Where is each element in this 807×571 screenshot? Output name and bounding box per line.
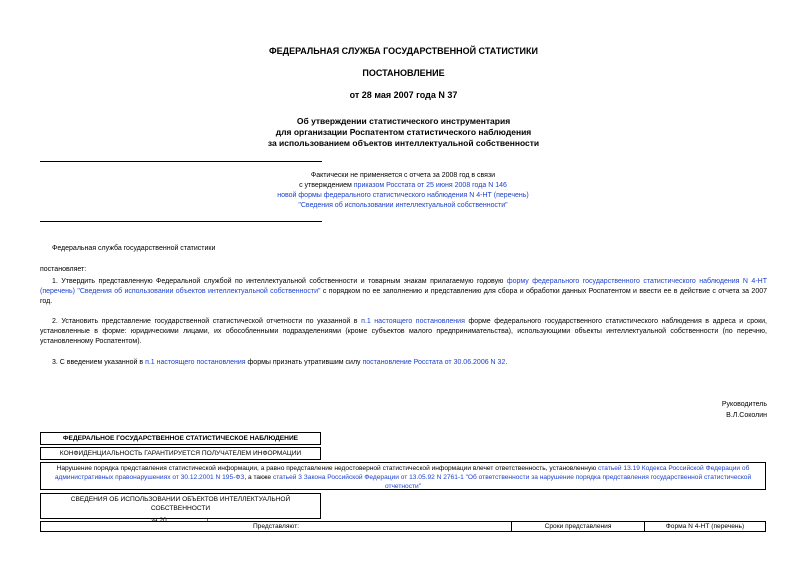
new-form-link[interactable]: новой формы федерального статистического наблюдения N 4-НТ (перечень) (277, 192, 529, 199)
signer-role: Руководитель (721, 401, 767, 408)
violation-text (47, 464, 759, 491)
p1-text: 1. Утвердить представленную Федеральной службой по интеллектуальной собственности и товарным знакам прилагаемую годовую (52, 278, 507, 285)
form-4nt-link[interactable]: форму федерального государственного статистического наблюдения N 4-НТ (перечень) "Сведения об использовании объектов интеллектуальной собственности" (40, 278, 767, 295)
document-type: ПОСТАНОВЛЕНИЕ (362, 68, 445, 78)
koap-article-link[interactable]: статьей 13.19 Кодекса Российской Федерации об административных правонарушениях от 30.12.2001 N 195-ФЗ (54, 465, 750, 481)
p3-text: 3. С введением указанной в (52, 359, 146, 366)
title-line-2: для организации Роспатентом статистического наблюдения (275, 127, 532, 137)
report-title-box (40, 493, 321, 524)
period-prefix: за 20 (150, 517, 167, 524)
paragraph-2 (40, 317, 767, 347)
issuer-text: Федеральная служба государственной статистики (52, 245, 216, 252)
divider-bottom (40, 221, 322, 222)
order-link[interactable]: приказом Росстата от 25 июня 2008 года N 146 (353, 182, 507, 189)
confidentiality-box: КОНФИДЕНЦИАЛЬНОСТЬ ГАРАНТИРУЕТСЯ ПОЛУЧАТЕЛЕМ ИНФОРМАЦИИ (40, 447, 321, 460)
p3-text-mid: формы признать утратившим силу (245, 359, 363, 366)
paragraph-3 (40, 358, 767, 368)
title-line-3: за использованием объектов интеллектуальной собственности (267, 138, 540, 148)
divider-top (40, 161, 322, 162)
note-line-1: Фактически не применяется с отчета за 2008 год в связи (310, 172, 496, 179)
p3-clause-link[interactable]: п.1 настоящего постановления (145, 359, 246, 366)
p2-text-end: форме федерального государственного статистического наблюдения в адреса и сроки, установленные в форме: юридическими лицами, их обособленными подразделениями (кроме субъектов малого предпринимательства), использующими объекты интеллектуальной собственности (по перечню, установленному Роспатентом). (40, 318, 767, 345)
note-text: с утверждением (299, 182, 354, 189)
paragraph-1 (40, 277, 767, 307)
signature-block (722, 399, 767, 421)
document-title (0, 116, 807, 149)
period-suffix: г. (206, 517, 211, 524)
rosstat-resolution-link[interactable]: постановление Росстата от 30.06.2006 N 32 (362, 359, 506, 366)
note-line-2 (233, 181, 573, 191)
p1-text-end: с порядком по ее заполнению и представлению для сбора и обработки данных Роспатентом и ввести ее в действие с отчета за 2007 год. (40, 288, 767, 305)
violation-box (40, 462, 766, 490)
status-note (233, 171, 573, 211)
title-line-1: Об утверждении статистического инструментария (296, 116, 511, 126)
signer-name: В.Л.Соколин (726, 412, 767, 419)
law-article-link[interactable]: статьей 3 Закона Российской Федерации от 13.05.92 N 2761-1 "Об ответственности за нарушение порядка представления государственной статистической отчетности" (272, 474, 752, 490)
observation-box: ФЕДЕРАЛЬНОЕ ГОСУДАРСТВЕННОЕ СТАТИСТИЧЕСКОЕ НАБЛЮДЕНИЕ (40, 432, 321, 445)
p3-text-end: . (505, 359, 508, 366)
agency-name: ФЕДЕРАЛЬНАЯ СЛУЖБА ГОСУДАРСТВЕННОЙ СТАТИСТИКИ (269, 46, 538, 56)
col-terms: Сроки представления (512, 522, 645, 531)
p2-clause-link[interactable]: п.1 настоящего постановления (361, 318, 465, 325)
col-form: Форма N 4-НТ (перечень) (665, 523, 745, 530)
document-date-number: от 28 мая 2007 года N 37 (349, 90, 458, 100)
p2-text: 2. Установить представление государственной статистической отчетности по указанной в (52, 318, 362, 325)
form-table-header (40, 521, 766, 532)
violation-text-mid: , а также (244, 474, 273, 481)
form-title-link[interactable]: "Сведения об использовании интеллектуальной собственности" (298, 202, 508, 209)
report-title: СВЕДЕНИЯ ОБ ИСПОЛЬЗОВАНИИ ОБЪЕКТОВ ИНТЕЛЛЕКТУАЛЬНОЙ СОБСТВЕННОСТИ (70, 496, 291, 512)
violation-text-start: Нарушение порядка представления статистической информации, а равно представление недостоверной статистической информации влечет ответственность, установленную (56, 465, 599, 472)
col-submit: Представляют: (41, 522, 512, 531)
resolves-text: постановляет: (40, 266, 87, 273)
